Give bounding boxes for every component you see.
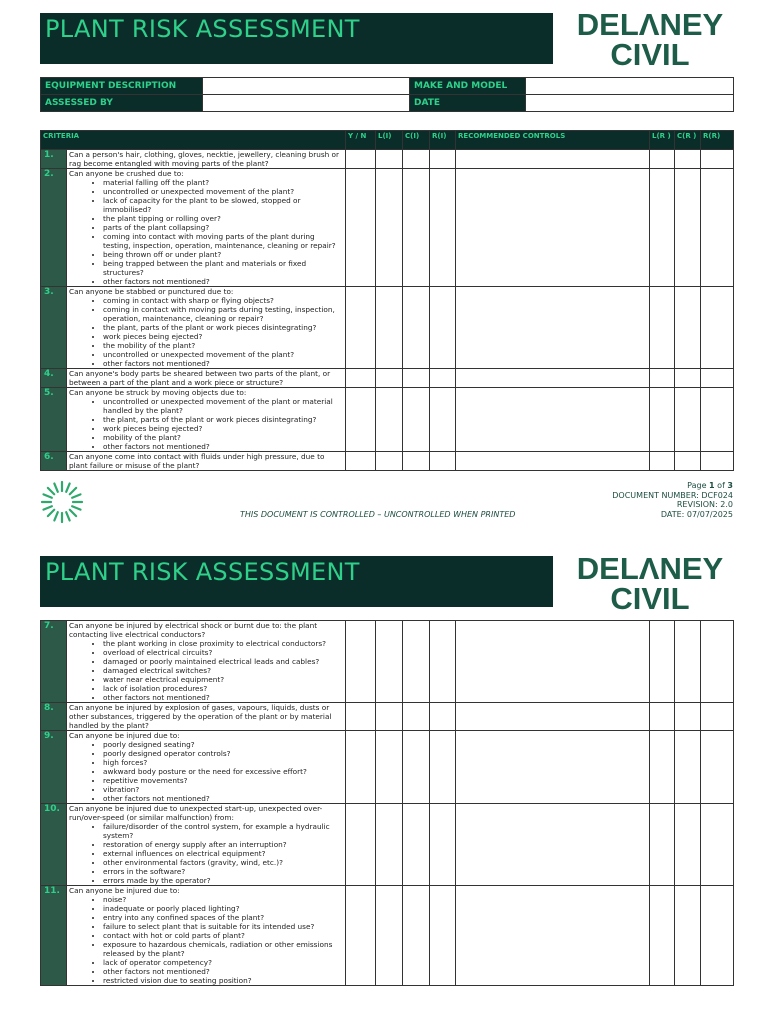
sunburst-emblem-icon <box>40 480 84 524</box>
criteria-bullet: • restricted vision due to seating position? <box>103 976 343 985</box>
ci-cell[interactable] <box>403 804 430 886</box>
criteria-bullets <box>69 740 343 803</box>
criteria-cell <box>67 388 346 452</box>
criteria-question: Can anyone be injured due to unexpected start-up, unexpected over-run/over-speed (or similar malfunction) from: <box>69 804 323 822</box>
criteria-bullet: • repetitive movements? <box>103 776 343 785</box>
criteria-bullet: • the plant, parts of the plant or work pieces disintegrating? <box>103 323 343 332</box>
criteria-bullet: • being thrown off or under plant? <box>103 250 343 259</box>
criteria-bullet: • other factors not mentioned? <box>103 794 343 803</box>
criteria-bullets <box>69 895 343 985</box>
row-number: 4. <box>41 369 67 388</box>
li-cell[interactable] <box>376 703 403 731</box>
yn-cell[interactable] <box>346 369 376 388</box>
lr-cell[interactable] <box>650 703 675 731</box>
yn-cell[interactable] <box>346 804 376 886</box>
li-cell[interactable] <box>376 731 403 804</box>
ri-cell[interactable] <box>430 388 456 452</box>
revision: REVISION: 2.0 <box>676 500 733 510</box>
document-date: DATE: 07/07/2025 <box>660 509 733 519</box>
criteria-cell <box>67 731 346 804</box>
criteria-bullet: • exposure to hazardous chemicals, radiation or other emissions released by the plant? <box>103 940 343 958</box>
row-number: 8. <box>41 703 67 731</box>
rr-cell[interactable] <box>701 287 734 369</box>
cr-cell[interactable] <box>675 169 701 287</box>
criteria-bullet: • high forces? <box>103 758 343 767</box>
lr-cell[interactable] <box>650 287 675 369</box>
li-cell[interactable] <box>376 169 403 287</box>
criteria-bullet: • awkward body posture or the need for excessive effort? <box>103 767 343 776</box>
emblem-ray <box>70 488 76 494</box>
emblem-ray <box>66 512 69 520</box>
ri-cell[interactable] <box>430 886 456 986</box>
criteria-bullet: • material falling off the plant? <box>103 178 343 187</box>
criteria-bullet: • uncontrolled or unexpected movement of the plant or material handled by the plant? <box>103 397 343 415</box>
criteria-bullet: • noise? <box>103 895 343 904</box>
ri-cell[interactable] <box>430 452 456 471</box>
ri-cell[interactable] <box>430 169 456 287</box>
logo-line2-2: CIVIL <box>610 581 690 610</box>
controls-cell[interactable] <box>456 731 650 804</box>
criteria-bullet: • inadequate or poorly placed lighting? <box>103 904 343 913</box>
ri-cell[interactable] <box>430 150 456 169</box>
yn-cell[interactable] <box>346 150 376 169</box>
rr-cell[interactable] <box>701 804 734 886</box>
controls-cell[interactable] <box>456 703 650 731</box>
make-model-field[interactable] <box>526 78 734 95</box>
ri-header: R(I) <box>430 131 456 150</box>
row-number: 2. <box>41 169 67 287</box>
controls-cell[interactable] <box>456 169 650 287</box>
emblem-ray <box>66 484 69 492</box>
li-cell[interactable] <box>376 287 403 369</box>
controls-cell[interactable] <box>456 621 650 703</box>
ri-cell[interactable] <box>430 621 456 703</box>
cr-cell[interactable] <box>675 150 701 169</box>
li-cell[interactable] <box>376 150 403 169</box>
yn-cell[interactable] <box>346 452 376 471</box>
emblem-ray <box>48 510 54 516</box>
criteria-bullets <box>69 397 343 451</box>
criteria-bullet: • coming in contact with moving parts during testing, inspection, operation, maintenance, cleaning or repair? <box>103 305 343 323</box>
risk-row <box>41 886 734 986</box>
criteria-bullets <box>69 639 343 702</box>
li-cell[interactable] <box>376 369 403 388</box>
criteria-bullet: • uncontrolled or unexpected movement of the plant? <box>103 350 343 359</box>
li-cell[interactable] <box>376 621 403 703</box>
cr-cell[interactable] <box>675 731 701 804</box>
criteria-bullets <box>69 296 343 368</box>
ci-cell[interactable] <box>403 287 430 369</box>
yn-cell[interactable] <box>346 388 376 452</box>
controls-cell[interactable] <box>456 804 650 886</box>
date-label: DATE <box>410 95 526 112</box>
risk-row <box>41 804 734 886</box>
criteria-bullet: • the plant working in close proximity to electrical conductors? <box>103 639 343 648</box>
ci-cell[interactable] <box>403 886 430 986</box>
assessed-by-field[interactable] <box>203 95 410 112</box>
row-number: 11. <box>41 886 67 986</box>
criteria-bullet: • vibration? <box>103 785 343 794</box>
logo-line1: DELΛNEY <box>576 8 724 42</box>
controls-cell[interactable] <box>456 886 650 986</box>
yn-cell[interactable] <box>346 731 376 804</box>
risk-table-page1 <box>40 130 734 471</box>
criteria-bullet: • failure/disorder of the control system, for example a hydraulic system? <box>103 822 343 840</box>
logo-line2: CIVIL <box>610 37 690 66</box>
rr-cell[interactable] <box>701 621 734 703</box>
info-table <box>40 77 734 112</box>
lr-cell[interactable] <box>650 150 675 169</box>
ri-cell[interactable] <box>430 703 456 731</box>
ci-cell[interactable] <box>403 731 430 804</box>
rr-cell[interactable] <box>701 388 734 452</box>
criteria-bullet: • overload of electrical circuits? <box>103 648 343 657</box>
rr-cell[interactable] <box>701 731 734 804</box>
controls-cell[interactable] <box>456 369 650 388</box>
criteria-bullet: • lack of isolation procedures? <box>103 684 343 693</box>
emblem-ray <box>48 488 54 494</box>
criteria-question: Can anyone be struck by moving objects due to: <box>69 388 247 397</box>
criteria-question: Can a person's hair, clothing, gloves, necktie, jewellery, cleaning brush or rag become entangled with moving parts of the plant? <box>69 150 340 168</box>
cr-header: C(R ) <box>675 131 701 150</box>
row-number: 10. <box>41 804 67 886</box>
criteria-bullet: • errors in the software? <box>103 867 343 876</box>
criteria-bullet: • other factors not mentioned? <box>103 693 343 702</box>
criteria-question: Can anyone be injured by explosion of gases, vapours, liquids, dusts or other substances, triggered by the operation of the plant or by material handled by the plant? <box>69 703 332 730</box>
criteria-question: Can anyone be injured by electrical shock or burnt due to: the plant contacting live electrical conductors? <box>69 621 318 639</box>
company-logo <box>566 8 734 66</box>
criteria-bullet: • external influences on electrical equipment? <box>103 849 343 858</box>
rr-cell[interactable] <box>701 886 734 986</box>
criteria-bullet: • the plant, parts of the plant or work pieces disintegrating? <box>103 415 343 424</box>
li-cell[interactable] <box>376 886 403 986</box>
cr-cell[interactable] <box>675 369 701 388</box>
page-number: Page 1 of 3 <box>687 481 733 490</box>
controls-cell[interactable] <box>456 452 650 471</box>
cr-cell[interactable] <box>675 886 701 986</box>
risk-row <box>41 169 734 287</box>
row-number: 1. <box>41 150 67 169</box>
li-cell[interactable] <box>376 452 403 471</box>
controlled-notice: THIS DOCUMENT IS CONTROLLED – UNCONTROLLED WHEN PRINTED <box>240 510 516 519</box>
criteria-bullet: • damaged or poorly maintained electrical leads and cables? <box>103 657 343 666</box>
controls-cell[interactable] <box>456 150 650 169</box>
date-field[interactable] <box>526 95 734 112</box>
risk-row <box>41 621 734 703</box>
criteria-bullet: • lack of capacity for the plant to be slowed, stopped or immobilised? <box>103 196 343 214</box>
yn-cell[interactable] <box>346 169 376 287</box>
criteria-bullet: • work pieces being ejected? <box>103 424 343 433</box>
criteria-bullet: • contact with hot or cold parts of plant? <box>103 931 343 940</box>
page-footer <box>40 480 733 526</box>
criteria-cell <box>67 169 346 287</box>
criteria-bullet: • the mobility of the plant? <box>103 341 343 350</box>
ri-cell[interactable] <box>430 369 456 388</box>
criteria-header: CRITERIA <box>41 131 346 150</box>
risk-row <box>41 287 734 369</box>
yn-cell[interactable] <box>346 703 376 731</box>
lr-cell[interactable] <box>650 886 675 986</box>
criteria-bullet: • coming in contact with sharp or flying objects? <box>103 296 343 305</box>
controls-cell[interactable] <box>456 287 650 369</box>
risk-row <box>41 388 734 452</box>
emblem-ray <box>44 506 52 509</box>
logo-line1-2: DELΛNEY <box>576 552 724 586</box>
criteria-bullet: • other environmental factors (gravity, wind, etc.)? <box>103 858 343 867</box>
page-title-2: PLANT RISK ASSESSMENT <box>45 558 360 586</box>
ci-cell[interactable] <box>403 150 430 169</box>
criteria-question: Can anyone be stabbed or punctured due to: <box>69 287 234 296</box>
ri-cell[interactable] <box>430 804 456 886</box>
ci-cell[interactable] <box>403 621 430 703</box>
cr-cell[interactable] <box>675 388 701 452</box>
rr-cell[interactable] <box>701 703 734 731</box>
criteria-bullet: • parts of the plant collapsing? <box>103 223 343 232</box>
rr-cell[interactable] <box>701 369 734 388</box>
row-number: 7. <box>41 621 67 703</box>
criteria-bullet: • entry into any confined spaces of the plant? <box>103 913 343 922</box>
criteria-cell <box>67 150 346 169</box>
criteria-bullet: • coming into contact with moving parts of the plant during testing, inspection, operation, maintenance, cleaning or repair? <box>103 232 343 250</box>
equipment-field[interactable] <box>203 78 410 95</box>
ci-cell[interactable] <box>403 388 430 452</box>
criteria-question: Can anyone be injured due to: <box>69 886 180 895</box>
controls-header: RECOMMENDED CONTROLS <box>456 131 650 150</box>
criteria-cell <box>67 621 346 703</box>
criteria-question: Can anyone come into contact with fluids under high pressure, due to plant failure or misuse of the plant? <box>69 452 325 470</box>
criteria-bullet: • other factors not mentioned? <box>103 277 343 286</box>
criteria-cell <box>67 703 346 731</box>
cr-cell[interactable] <box>675 287 701 369</box>
emblem-ray <box>44 494 52 497</box>
emblem-ray <box>72 494 80 497</box>
row-number: 3. <box>41 287 67 369</box>
ri-cell[interactable] <box>430 287 456 369</box>
criteria-bullet: • water near electrical equipment? <box>103 675 343 684</box>
assessed-by-label: ASSESSED BY <box>41 95 203 112</box>
ci-cell[interactable] <box>403 169 430 287</box>
criteria-bullet: • failure to select plant that is suitable for its intended use? <box>103 922 343 931</box>
ri-cell[interactable] <box>430 731 456 804</box>
criteria-bullet: • restoration of energy supply after an interruption? <box>103 840 343 849</box>
criteria-bullets <box>69 178 343 286</box>
criteria-bullet: • the plant tipping or rolling over? <box>103 214 343 223</box>
row-number: 5. <box>41 388 67 452</box>
risk-row <box>41 150 734 169</box>
equipment-label: EQUIPMENT DESCRIPTION <box>41 78 203 95</box>
criteria-cell <box>67 369 346 388</box>
row-number: 9. <box>41 731 67 804</box>
lr-cell[interactable] <box>650 621 675 703</box>
ci-header: C(I) <box>403 131 430 150</box>
lr-cell[interactable] <box>650 169 675 287</box>
criteria-question: Can anyone's body parts be sheared between two parts of the plant, or between a part of the plant and a work piece or structure? <box>69 369 331 387</box>
company-logo-2 <box>566 552 734 610</box>
criteria-bullet: • other factors not mentioned? <box>103 967 343 976</box>
document-meta <box>612 481 733 519</box>
cr-cell[interactable] <box>675 703 701 731</box>
criteria-cell <box>67 452 346 471</box>
document-number: DOCUMENT NUMBER: DCF024 <box>612 490 733 500</box>
cr-cell[interactable] <box>675 804 701 886</box>
criteria-bullet: • poorly designed operator controls? <box>103 749 343 758</box>
lr-cell[interactable] <box>650 388 675 452</box>
page-title: PLANT RISK ASSESSMENT <box>45 15 360 43</box>
yn-cell[interactable] <box>346 287 376 369</box>
criteria-question: Can anyone be injured due to: <box>69 731 180 740</box>
lr-cell[interactable] <box>650 731 675 804</box>
criteria-bullet: • damaged electrical switches? <box>103 666 343 675</box>
emblem-ray <box>54 512 57 520</box>
rr-cell[interactable] <box>701 150 734 169</box>
yn-header: Y / N <box>346 131 376 150</box>
criteria-cell <box>67 804 346 886</box>
criteria-bullet: • other factors not mentioned? <box>103 359 343 368</box>
page1-title-bar <box>40 13 553 64</box>
yn-cell[interactable] <box>346 886 376 986</box>
criteria-bullet: • poorly designed seating? <box>103 740 343 749</box>
criteria-cell <box>67 287 346 369</box>
lr-cell[interactable] <box>650 369 675 388</box>
criteria-bullet: • other factors not mentioned? <box>103 442 343 451</box>
criteria-bullet: • uncontrolled or unexpected movement of the plant? <box>103 187 343 196</box>
ci-cell[interactable] <box>403 703 430 731</box>
criteria-bullet: • work pieces being ejected? <box>103 332 343 341</box>
criteria-bullets <box>69 822 343 885</box>
risk-row <box>41 703 734 731</box>
risk-table-page2 <box>40 620 734 986</box>
risk-row <box>41 731 734 804</box>
li-cell[interactable] <box>376 388 403 452</box>
criteria-bullet: • mobility of the plant? <box>103 433 343 442</box>
criteria-question: Can anyone be crushed due to: <box>69 169 184 178</box>
li-header: L(I) <box>376 131 403 150</box>
risk-row <box>41 452 734 471</box>
yn-cell[interactable] <box>346 621 376 703</box>
lr-header: L(R ) <box>650 131 675 150</box>
emblem-ray <box>72 506 80 509</box>
cr-cell[interactable] <box>675 621 701 703</box>
rr-cell[interactable] <box>701 169 734 287</box>
criteria-cell <box>67 886 346 986</box>
risk-row <box>41 369 734 388</box>
emblem-ray <box>70 510 76 516</box>
lr-cell[interactable] <box>650 804 675 886</box>
cr-cell[interactable] <box>675 452 701 471</box>
page2-title-bar <box>40 556 553 607</box>
emblem-ray <box>54 484 57 492</box>
controls-cell[interactable] <box>456 388 650 452</box>
ci-cell[interactable] <box>403 369 430 388</box>
criteria-bullet: • lack of operator competency? <box>103 958 343 967</box>
rr-header: R(R) <box>701 131 734 150</box>
criteria-bullet: • errors made by the operator? <box>103 876 343 885</box>
lr-cell[interactable] <box>650 452 675 471</box>
ci-cell[interactable] <box>403 452 430 471</box>
row-number: 6. <box>41 452 67 471</box>
make-model-label: MAKE AND MODEL <box>410 78 526 95</box>
li-cell[interactable] <box>376 804 403 886</box>
rr-cell[interactable] <box>701 452 734 471</box>
criteria-bullet: • being trapped between the plant and materials or fixed structures? <box>103 259 343 277</box>
